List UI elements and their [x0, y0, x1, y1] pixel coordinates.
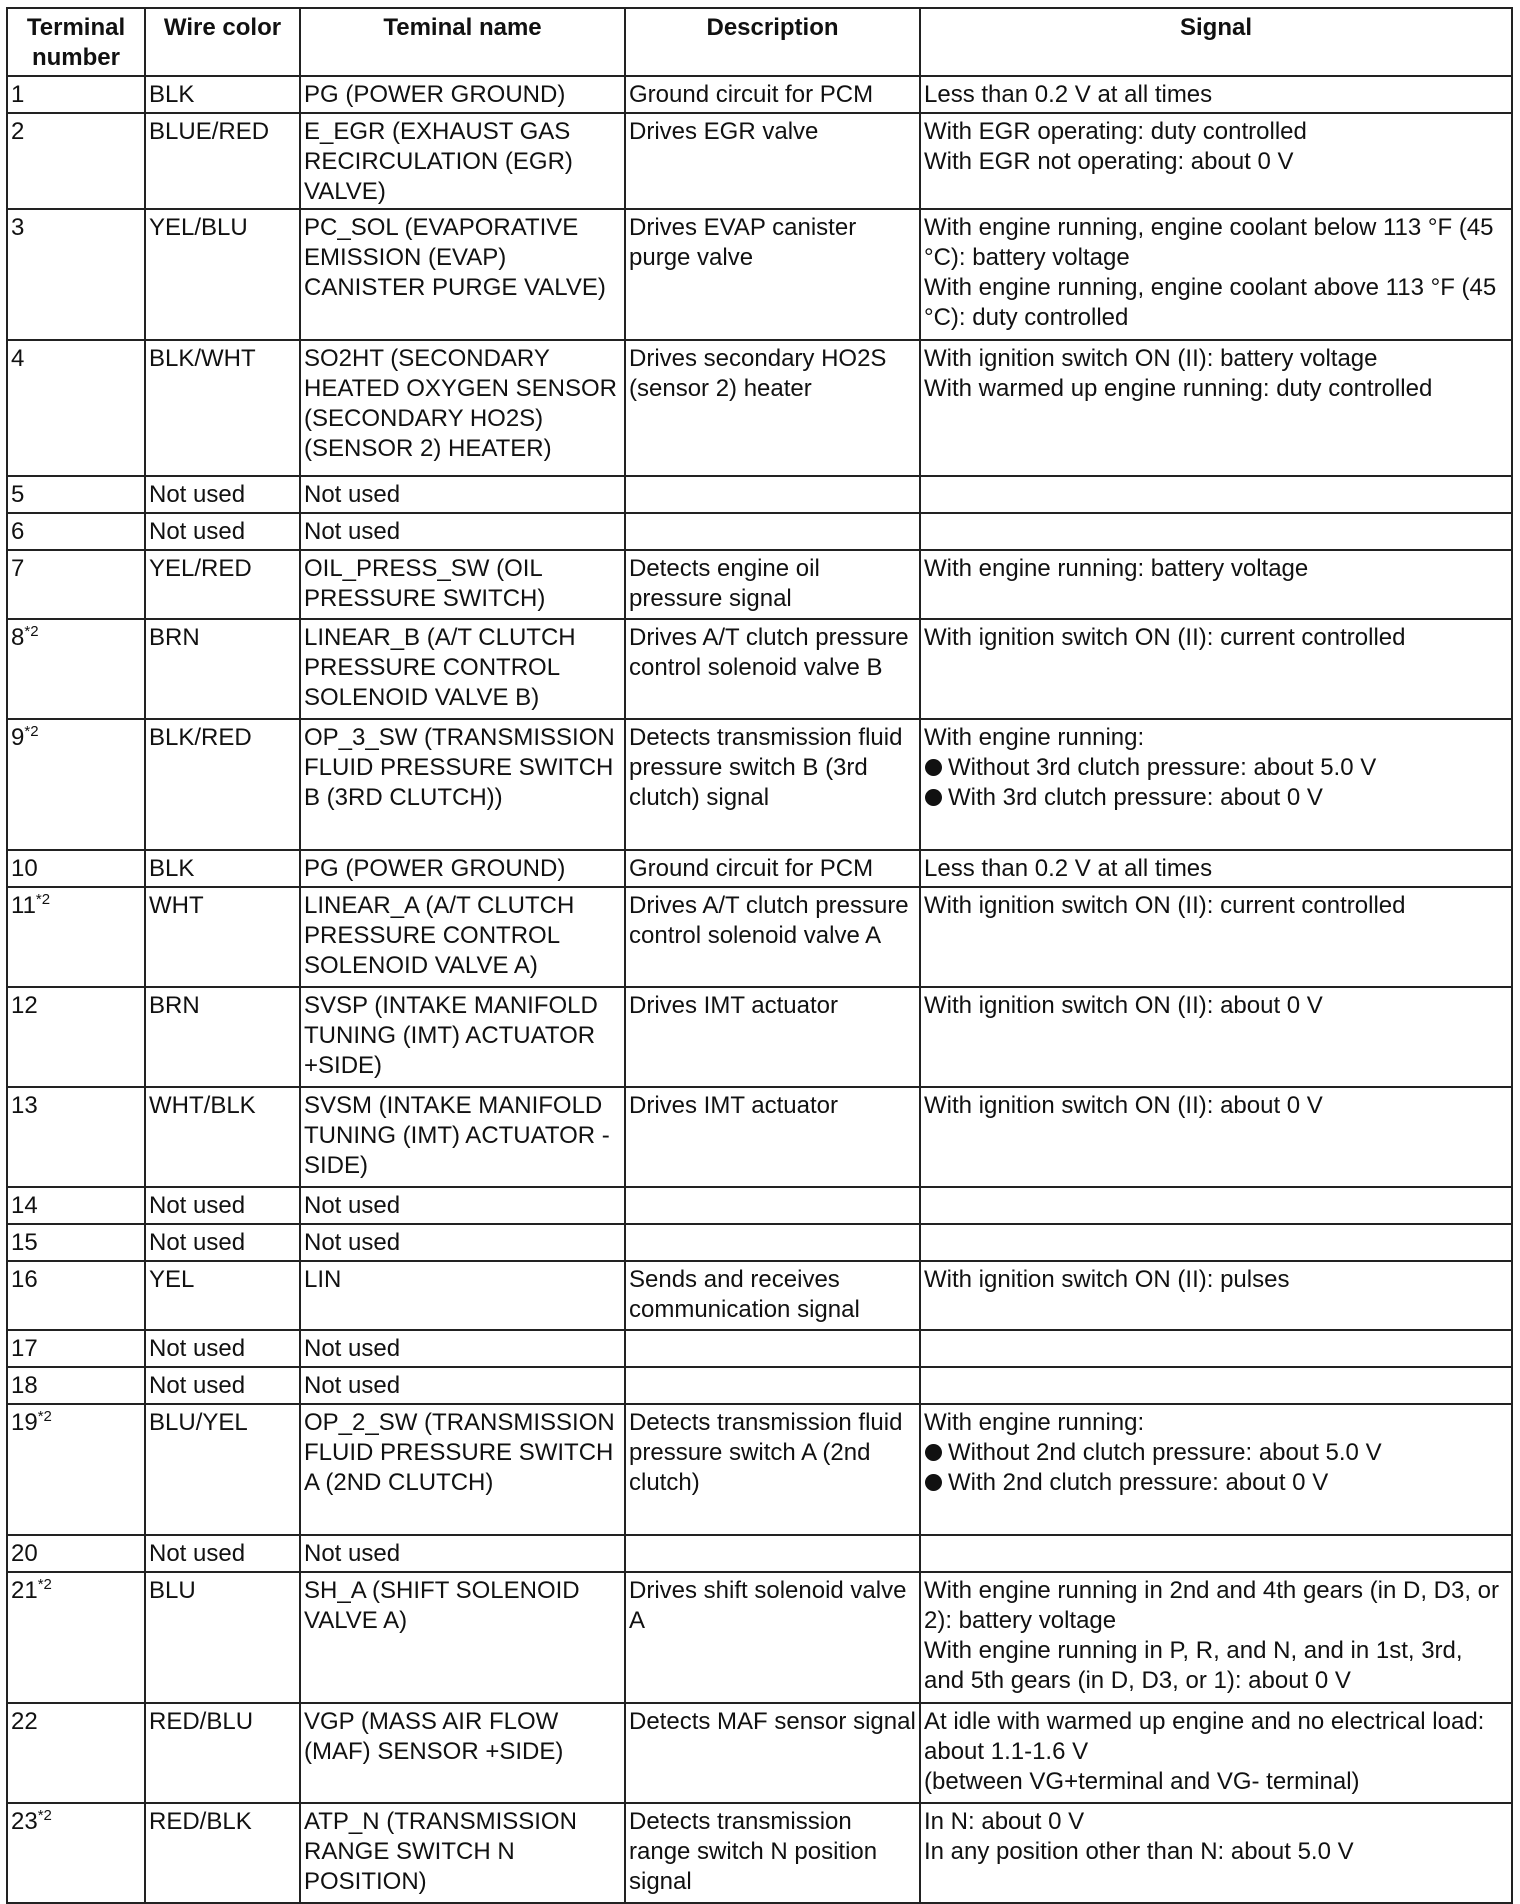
signal-cell [920, 1803, 1512, 1903]
signal-cell [920, 340, 1512, 476]
terminal-number: 14 [11, 1192, 38, 1219]
footnote-marker: *2 [24, 723, 39, 740]
terminal-name-cell: LINEAR_B (A/T CLUTCH PRESSURE CONTROL SOLENOID VALVE B) [300, 619, 625, 719]
terminal-number: 6 [11, 518, 25, 545]
terminal-number: 21 [11, 1577, 38, 1604]
table-row [7, 719, 1512, 850]
terminal-name-cell: VGP (MASS AIR FLOW (MAF) SENSOR +SIDE) [300, 1703, 625, 1803]
terminal-number-cell [7, 850, 145, 887]
terminal-name-cell: OP_2_SW (TRANSMISSION FLUID PRESSURE SWITCH A (2ND CLUTCH) [300, 1404, 625, 1535]
signal-cell [920, 1087, 1512, 1187]
terminal-name-cell: Not used [300, 1224, 625, 1261]
terminal-number: 18 [11, 1372, 38, 1399]
signal-text: With warmed up engine running: duty controlled [924, 375, 1433, 402]
description-cell: Drives EGR valve [625, 113, 920, 209]
wire-color-cell: Not used [145, 1330, 300, 1367]
terminal-number: 2 [11, 118, 25, 145]
signal-cell [920, 719, 1512, 850]
terminal-number: 7 [11, 555, 25, 582]
bullet-icon [925, 1474, 942, 1491]
signal-text: With ignition switch ON (II): pulses [924, 1266, 1290, 1293]
signal-cell [920, 1261, 1512, 1330]
description-cell: Drives A/T clutch pressure control solenoid valve A [625, 887, 920, 987]
wire-color-cell: Not used [145, 1535, 300, 1572]
description-cell: Drives A/T clutch pressure control solenoid valve B [625, 619, 920, 719]
wire-color-cell: Not used [145, 476, 300, 513]
description-cell: Drives EVAP canister purge valve [625, 209, 920, 340]
terminal-number-cell [7, 1224, 145, 1261]
terminal-number: 1 [11, 81, 25, 108]
terminal-number-cell [7, 340, 145, 476]
signal-text: With engine running in P, R, and N, and in 1st, 3rd, and 5th gears (in D, D3, or 1): about 0 V [924, 1637, 1463, 1694]
terminal-name-cell: LIN [300, 1261, 625, 1330]
signal-line [924, 723, 1509, 753]
signal-cell [920, 1224, 1512, 1261]
signal-line [924, 891, 1509, 921]
terminal-number-cell [7, 1535, 145, 1572]
wire-color-cell: Not used [145, 1187, 300, 1224]
terminal-name-cell: PC_SOL (EVAPORATIVE EMISSION (EVAP) CANISTER PURGE VALVE) [300, 209, 625, 340]
signal-cell [920, 76, 1512, 113]
header-terminal-name: Teminal name [300, 8, 625, 76]
terminal-number-cell [7, 1330, 145, 1367]
signal-line [924, 1576, 1509, 1636]
terminal-name-cell: Not used [300, 1535, 625, 1572]
signal-text: With 3rd clutch pressure: about 0 V [948, 784, 1323, 811]
wire-color-cell: BLK [145, 850, 300, 887]
signal-text: With engine running: [924, 724, 1145, 751]
description-cell: Sends and receives communication signal [625, 1261, 920, 1330]
wire-color-cell: RED/BLU [145, 1703, 300, 1803]
signal-cell [920, 1404, 1512, 1535]
header-signal: Signal [920, 8, 1512, 76]
footnote-marker: *2 [37, 1807, 52, 1824]
terminal-number-cell [7, 1367, 145, 1404]
wire-color-cell: BLU [145, 1572, 300, 1703]
description-cell: Ground circuit for PCM [625, 850, 920, 887]
table-row [7, 1087, 1512, 1187]
signal-line [924, 273, 1509, 333]
description-cell: Drives IMT actuator [625, 1087, 920, 1187]
signal-cell [920, 850, 1512, 887]
terminal-name-cell: PG (POWER GROUND) [300, 850, 625, 887]
terminal-name-cell: Not used [300, 476, 625, 513]
wire-color-cell: Not used [145, 513, 300, 550]
wire-color-cell: WHT/BLK [145, 1087, 300, 1187]
wire-color-cell: WHT [145, 887, 300, 987]
signal-text: With engine running in 2nd and 4th gears (in D, D3, or 2): battery voltage [924, 1577, 1500, 1634]
terminal-number-cell [7, 209, 145, 340]
signal-text: Less than 0.2 V at all times [924, 81, 1213, 108]
signal-line [924, 623, 1509, 653]
signal-line [924, 147, 1509, 177]
terminal-number: 4 [11, 345, 25, 372]
signal-line [924, 554, 1509, 584]
signal-text: Without 2nd clutch pressure: about 5.0 V [948, 1439, 1382, 1466]
terminal-number: 12 [11, 992, 38, 1019]
signal-line [924, 1707, 1509, 1767]
description-cell: Detects engine oil pressure signal [625, 550, 920, 619]
description-cell [625, 1535, 920, 1572]
description-cell: Drives secondary HO2S (sensor 2) heater [625, 340, 920, 476]
header-terminal-number: Terminal number [7, 8, 145, 76]
signal-text: With ignition switch ON (II): current controlled [924, 892, 1406, 919]
signal-cell [920, 1367, 1512, 1404]
terminal-name-cell: OP_3_SW (TRANSMISSION FLUID PRESSURE SWITCH B (3RD CLUTCH)) [300, 719, 625, 850]
signal-line [924, 1408, 1509, 1438]
terminal-name-cell: ATP_N (TRANSMISSION RANGE SWITCH N POSITION) [300, 1803, 625, 1903]
signal-cell [920, 513, 1512, 550]
terminal-number: 5 [11, 481, 25, 508]
table-row [7, 1187, 1512, 1224]
terminal-number-cell [7, 1087, 145, 1187]
terminal-name-cell: Not used [300, 1187, 625, 1224]
signal-text: With engine running: battery voltage [924, 555, 1309, 582]
terminal-name-cell: OIL_PRESS_SW (OIL PRESSURE SWITCH) [300, 550, 625, 619]
terminal-number: 16 [11, 1266, 38, 1293]
terminal-name-cell: Not used [300, 1330, 625, 1367]
description-cell [625, 513, 920, 550]
wire-color-cell: BLK [145, 76, 300, 113]
terminal-name-cell: SO2HT (SECONDARY HEATED OXYGEN SENSOR (SECONDARY HO2S) (SENSOR 2) HEATER) [300, 340, 625, 476]
table-row [7, 1703, 1512, 1803]
bullet-icon [925, 789, 942, 806]
table-row [7, 850, 1512, 887]
terminal-number-cell [7, 113, 145, 209]
description-cell: Detects transmission fluid pressure switch B (3rd clutch) signal [625, 719, 920, 850]
terminal-name-cell: PG (POWER GROUND) [300, 76, 625, 113]
signal-cell [920, 987, 1512, 1087]
signal-cell [920, 1572, 1512, 1703]
signal-line [924, 117, 1509, 147]
signal-line [924, 1636, 1509, 1696]
terminal-name-cell: LINEAR_A (A/T CLUTCH PRESSURE CONTROL SOLENOID VALVE A) [300, 887, 625, 987]
wire-color-cell: BLK/RED [145, 719, 300, 850]
wire-color-cell: RED/BLK [145, 1803, 300, 1903]
signal-line [924, 1091, 1509, 1121]
terminal-number: 13 [11, 1092, 38, 1119]
wire-color-cell: BRN [145, 987, 300, 1087]
description-cell: Ground circuit for PCM [625, 76, 920, 113]
signal-line [924, 374, 1509, 404]
description-cell [625, 1330, 920, 1367]
table-row [7, 476, 1512, 513]
terminal-number: 3 [11, 214, 25, 241]
signal-cell [920, 1330, 1512, 1367]
signal-line [924, 1468, 1509, 1498]
terminal-number: 10 [11, 855, 38, 882]
description-cell [625, 1187, 920, 1224]
description-cell [625, 1367, 920, 1404]
table-row [7, 1803, 1512, 1903]
signal-text: With 2nd clutch pressure: about 0 V [948, 1469, 1329, 1496]
terminal-table [6, 7, 1513, 1904]
signal-text: (between VG+terminal and VG- terminal) [924, 1768, 1360, 1795]
description-cell [625, 476, 920, 513]
signal-cell [920, 619, 1512, 719]
signal-cell [920, 550, 1512, 619]
signal-line [924, 783, 1509, 813]
signal-line [924, 991, 1509, 1021]
wire-color-cell: BLU/YEL [145, 1404, 300, 1535]
signal-cell [920, 1703, 1512, 1803]
description-cell: Detects MAF sensor signal [625, 1703, 920, 1803]
wire-color-cell: BRN [145, 619, 300, 719]
header-wire-color: Wire color [145, 8, 300, 76]
signal-text: With EGR operating: duty controlled [924, 118, 1307, 145]
signal-text: At idle with warmed up engine and no electrical load: about 1.1-1.6 V [924, 1708, 1485, 1765]
signal-cell [920, 113, 1512, 209]
terminal-name-cell: E_EGR (EXHAUST GAS RECIRCULATION (EGR) VALVE) [300, 113, 625, 209]
table-row [7, 209, 1512, 340]
table-row [7, 340, 1512, 476]
footnote-marker: *2 [37, 1408, 52, 1425]
signal-line [924, 1767, 1509, 1797]
table-row [7, 1535, 1512, 1572]
footnote-marker: *2 [24, 623, 39, 640]
signal-line [924, 1837, 1509, 1867]
terminal-number-cell [7, 1187, 145, 1224]
signal-line [924, 1807, 1509, 1837]
terminal-number: 8 [11, 624, 25, 651]
terminal-number-cell [7, 1404, 145, 1535]
bullet-icon [925, 1444, 942, 1461]
wire-color-cell: Not used [145, 1224, 300, 1261]
table-row [7, 619, 1512, 719]
table-row [7, 887, 1512, 987]
signal-line [924, 753, 1509, 783]
description-cell: Detects transmission range switch N position signal [625, 1803, 920, 1903]
signal-line [924, 80, 1509, 110]
terminal-number-cell [7, 513, 145, 550]
description-cell: Detects transmission fluid pressure switch A (2nd clutch) [625, 1404, 920, 1535]
signal-line [924, 1265, 1509, 1295]
table-row [7, 1261, 1512, 1330]
terminal-name-cell: Not used [300, 1367, 625, 1404]
table-row [7, 1330, 1512, 1367]
wire-color-cell: YEL/RED [145, 550, 300, 619]
terminal-number: 19 [11, 1409, 38, 1436]
table-row [7, 550, 1512, 619]
terminal-number: 9 [11, 724, 25, 751]
footnote-marker: *2 [37, 1576, 52, 1593]
table-row [7, 1367, 1512, 1404]
signal-text: Without 3rd clutch pressure: about 5.0 V [948, 754, 1377, 781]
signal-text: With ignition switch ON (II): current controlled [924, 624, 1406, 651]
table-body [7, 76, 1512, 1903]
terminal-number: 20 [11, 1540, 38, 1567]
wire-color-cell: YEL/BLU [145, 209, 300, 340]
description-cell: Drives shift solenoid valve A [625, 1572, 920, 1703]
signal-text: With engine running, engine coolant below 113 °F (45 °C): battery voltage [924, 214, 1494, 271]
terminal-name-cell: Not used [300, 513, 625, 550]
header-row [7, 8, 1512, 76]
table-row [7, 1224, 1512, 1261]
description-cell [625, 1224, 920, 1261]
terminal-number-cell [7, 1261, 145, 1330]
signal-line [924, 1438, 1509, 1468]
signal-cell [920, 476, 1512, 513]
terminal-number-cell [7, 987, 145, 1087]
bullet-icon [925, 759, 942, 776]
terminal-number-cell [7, 476, 145, 513]
terminal-name-cell: SH_A (SHIFT SOLENOID VALVE A) [300, 1572, 625, 1703]
table-row [7, 76, 1512, 113]
terminal-number: 23 [11, 1808, 38, 1835]
table-row [7, 113, 1512, 209]
terminal-number-cell [7, 719, 145, 850]
terminal-number-cell [7, 1803, 145, 1903]
wire-color-cell: Not used [145, 1367, 300, 1404]
header-description: Description [625, 8, 920, 76]
terminal-name-cell: SVSM (INTAKE MANIFOLD TUNING (IMT) ACTUATOR -SIDE) [300, 1087, 625, 1187]
signal-text: With engine running: [924, 1409, 1145, 1436]
signal-text: With ignition switch ON (II): about 0 V [924, 1092, 1323, 1119]
signal-line [924, 344, 1509, 374]
signal-text: With engine running, engine coolant above 113 °F (45 °C): duty controlled [924, 274, 1497, 331]
terminal-name-cell: SVSP (INTAKE MANIFOLD TUNING (IMT) ACTUATOR +SIDE) [300, 987, 625, 1087]
signal-line [924, 854, 1509, 884]
signal-text: In N: about 0 V [924, 1808, 1085, 1835]
wire-color-cell: YEL [145, 1261, 300, 1330]
terminal-number: 15 [11, 1229, 38, 1256]
terminal-number-cell [7, 550, 145, 619]
terminal-number: 17 [11, 1335, 38, 1362]
signal-text: Less than 0.2 V at all times [924, 855, 1213, 882]
terminal-number: 22 [11, 1708, 38, 1735]
terminal-number: 11 [11, 892, 36, 919]
signal-cell [920, 887, 1512, 987]
signal-cell [920, 1187, 1512, 1224]
signal-line [924, 213, 1509, 273]
wire-color-cell: BLK/WHT [145, 340, 300, 476]
table-row [7, 1572, 1512, 1703]
signal-text: In any position other than N: about 5.0 V [924, 1838, 1354, 1865]
footnote-marker: *2 [35, 891, 51, 908]
terminal-number-cell [7, 887, 145, 987]
terminal-number-cell [7, 1703, 145, 1803]
terminal-number-cell [7, 76, 145, 113]
signal-cell [920, 209, 1512, 340]
terminal-number-cell [7, 1572, 145, 1703]
signal-text: With ignition switch ON (II): battery voltage [924, 345, 1378, 372]
table-row [7, 513, 1512, 550]
table-row [7, 1404, 1512, 1535]
signal-cell [920, 1535, 1512, 1572]
signal-text: With EGR not operating: about 0 V [924, 148, 1294, 175]
signal-text: With ignition switch ON (II): about 0 V [924, 992, 1323, 1019]
terminal-number-cell [7, 619, 145, 719]
table-row [7, 987, 1512, 1087]
description-cell: Drives IMT actuator [625, 987, 920, 1087]
wire-color-cell: BLUE/RED [145, 113, 300, 209]
